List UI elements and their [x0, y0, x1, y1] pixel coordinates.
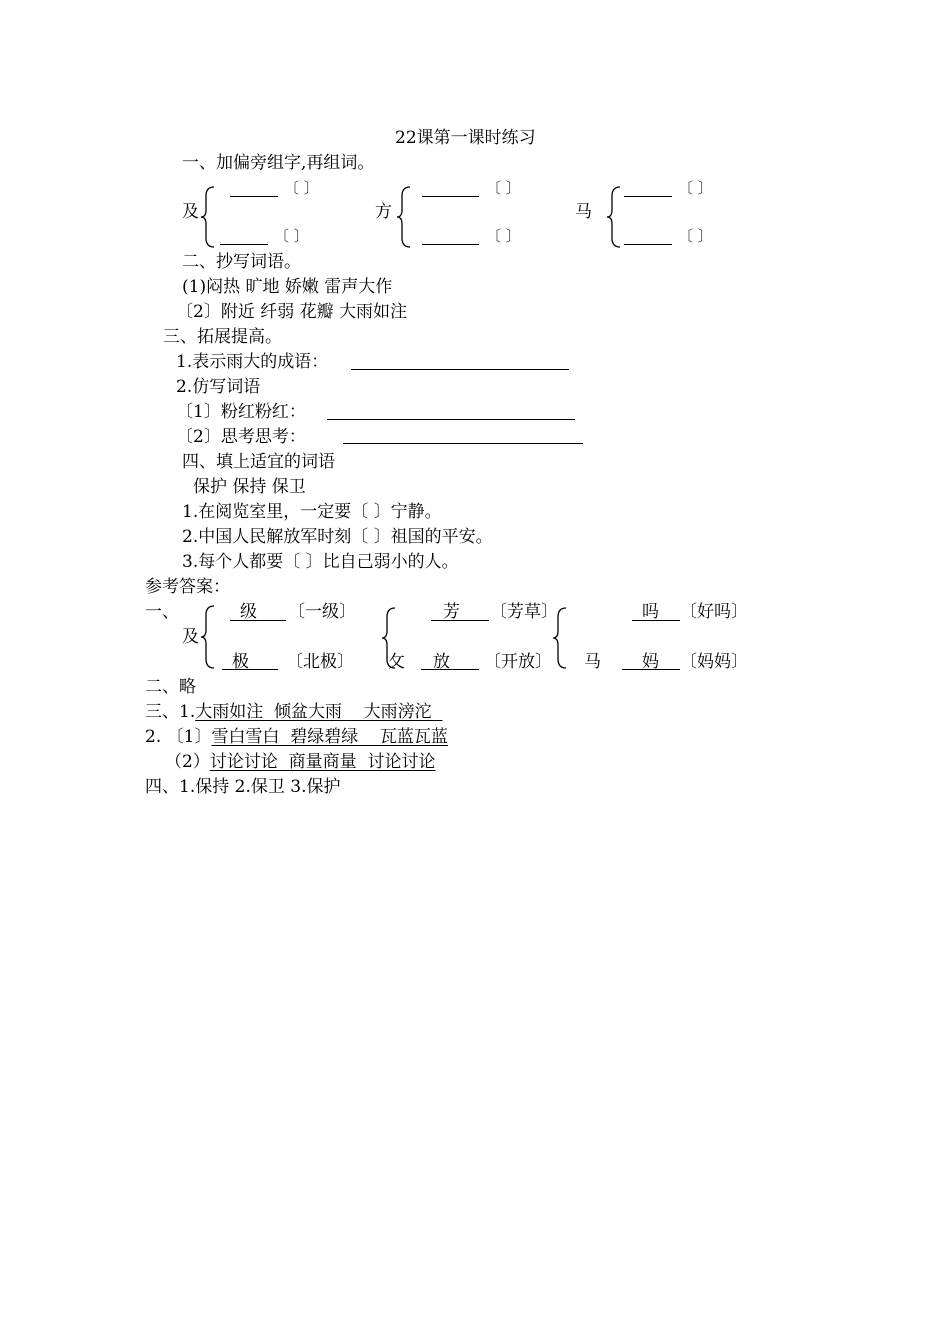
answer-3-1: [145, 702, 442, 722]
answer-3-2b: [165, 752, 435, 772]
section-4-heading: 四、填上适宜的词语: [182, 452, 335, 472]
answer-word: 〔好吗〕: [680, 602, 748, 622]
word-paren: 〔 〕: [284, 179, 319, 197]
question-4-2: 2.中国人民解放军时刻〔 〕祖国的平安。: [182, 527, 493, 547]
answer-3-2a-text: 雪白雪白 碧绿碧绿 瓦蓝瓦蓝: [211, 727, 448, 747]
section-2-heading: 二、抄写词语。: [182, 252, 301, 272]
question-3-2-b: 〔2〕思考思考：: [176, 427, 306, 447]
answer-char: 放: [433, 652, 450, 672]
word-paren: 〔 〕: [678, 227, 713, 245]
answer-char: 吗: [642, 602, 659, 622]
radical-char: 及: [182, 202, 199, 222]
page-title: 22课第一课时练习: [395, 128, 536, 148]
underline: [230, 620, 286, 621]
copy-words-line-2: 〔2〕附近 纤弱 花瓣 大雨如注: [176, 302, 408, 322]
blank-line[interactable]: [422, 244, 479, 245]
answer-word: 〔一级〕: [288, 602, 356, 622]
left-brace: [200, 605, 216, 669]
answer-word: 〔妈妈〕: [680, 652, 748, 672]
left-brace: [606, 186, 622, 248]
answer-line[interactable]: [327, 419, 575, 420]
answer-char: 芳: [443, 602, 460, 622]
blank-line[interactable]: [220, 244, 268, 245]
answer-1-label: 一、: [145, 602, 179, 622]
answer-char: 妈: [642, 652, 659, 672]
answer-3-2b-text: 讨论讨论 商量商量 讨论讨论: [209, 752, 436, 772]
underline: [431, 620, 489, 621]
answer-char-text: 级: [240, 602, 257, 622]
answer-word: 〔北极〕: [286, 652, 354, 672]
blank-line[interactable]: [624, 244, 672, 245]
word-paren: 〔 〕: [274, 227, 309, 245]
word-paren: 〔 〕: [486, 227, 521, 245]
answer-4: 四、1.保持 2.保卫 3.保护: [145, 777, 341, 797]
answer-2: 二、略: [145, 677, 196, 697]
answer-3-1-label: 三、1.: [145, 702, 196, 722]
radical-char: 及: [182, 627, 199, 647]
radical-char: 马: [584, 652, 601, 672]
question-4-1: 1.在阅览室里，一定要〔 〕宁静。: [182, 502, 442, 522]
blank-line[interactable]: [422, 196, 479, 197]
answer-word: 〔芳草〕: [490, 602, 558, 622]
underline: [222, 669, 278, 670]
blank-line[interactable]: [230, 196, 278, 197]
left-brace: [552, 607, 568, 669]
section-1-heading: 一、加偏旁组字,再组词。: [182, 153, 375, 173]
left-brace: [396, 186, 412, 248]
underline: [622, 669, 680, 670]
word-options: 保护 保持 保卫: [193, 477, 306, 497]
word-paren: 〔 〕: [486, 179, 521, 197]
answer-3-1-text: 大雨如注 倾盆大雨 大雨滂沱: [195, 702, 443, 722]
word-paren: 〔 〕: [678, 179, 713, 197]
answer-3-2a: [145, 727, 448, 747]
answer-char: 极: [232, 652, 249, 672]
answer-3-2b-label: （2）: [165, 752, 210, 772]
answer-char: [230, 602, 263, 622]
left-brace: [200, 186, 216, 248]
answer-line[interactable]: [343, 443, 583, 444]
question-3-2-a: 〔1〕粉红粉红：: [176, 402, 306, 422]
radical-char: 方: [375, 202, 392, 222]
question-3-1: 1.表示雨大的成语：: [176, 352, 329, 372]
answer-line[interactable]: [351, 369, 569, 370]
blank-line[interactable]: [624, 196, 672, 197]
question-3-2: 2.仿写词语: [176, 377, 261, 397]
answer-3-2a-label: 2. 〔1〕: [145, 727, 212, 747]
answer-radical: 攵: [388, 652, 405, 672]
underline: [421, 669, 479, 670]
answers-heading: 参考答案：: [145, 577, 230, 597]
copy-words-line-1: (1)闷热 旷地 娇嫩 雷声大作: [182, 277, 393, 297]
underline: [632, 620, 680, 621]
question-4-3: 3.每个人都要〔 〕比自己弱小的人。: [182, 552, 459, 572]
answer-word: 〔开放〕: [484, 652, 552, 672]
radical-char: 马: [575, 202, 592, 222]
section-3-heading: 三、拓展提高。: [163, 327, 282, 347]
